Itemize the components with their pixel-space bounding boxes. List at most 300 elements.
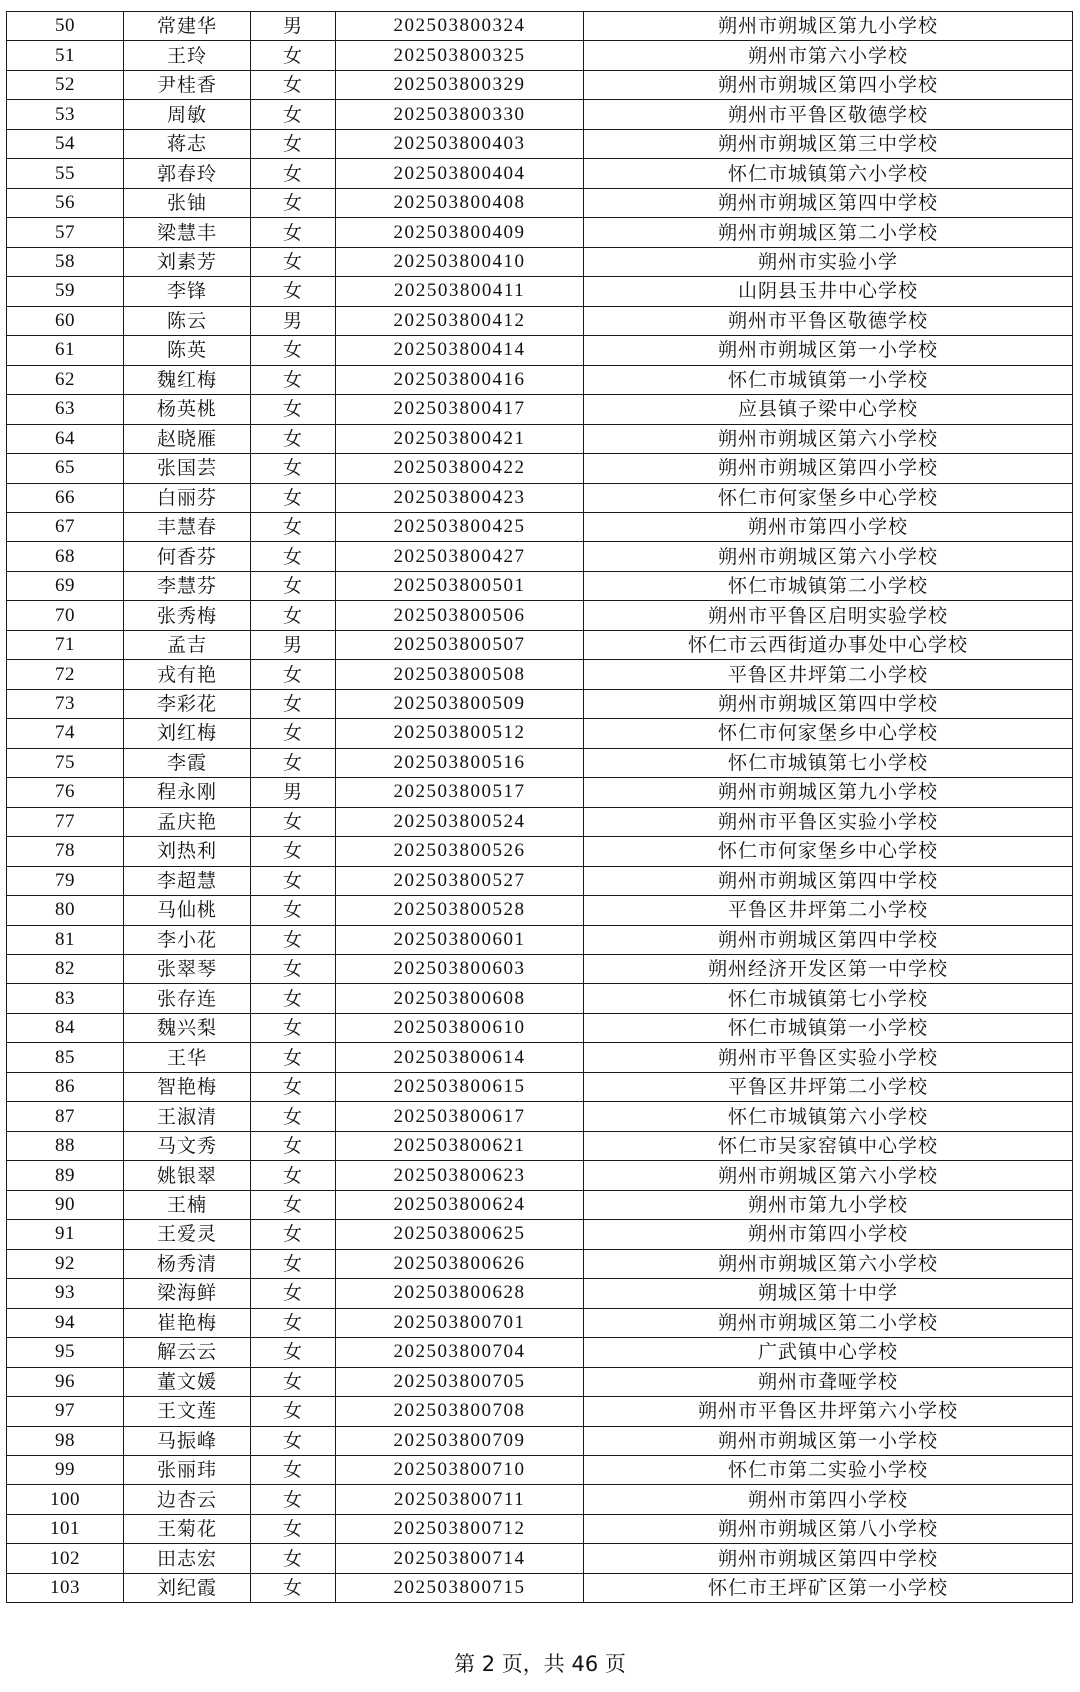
school-cell: 朔州市朔城区第四中学校 bbox=[584, 1544, 1073, 1573]
table-row bbox=[7, 424, 1073, 453]
school-cell: 平鲁区井坪第二小学校 bbox=[584, 660, 1073, 689]
school-cell: 朔州市朔城区第四中学校 bbox=[584, 925, 1073, 954]
row-number-cell: 65 bbox=[7, 454, 124, 483]
table-row bbox=[7, 454, 1073, 483]
school-cell: 朔州市平鲁区实验小学校 bbox=[584, 1043, 1073, 1072]
table-row bbox=[7, 1131, 1073, 1160]
candidate-id-cell: 202503800614 bbox=[336, 1043, 584, 1072]
candidate-id-cell: 202503800425 bbox=[336, 512, 584, 541]
row-number-cell: 71 bbox=[7, 630, 124, 659]
name-cell: 张存连 bbox=[124, 984, 251, 1013]
gender-cell: 女 bbox=[251, 1455, 336, 1484]
row-number-cell: 70 bbox=[7, 601, 124, 630]
table-row bbox=[7, 896, 1073, 925]
row-number-cell: 72 bbox=[7, 660, 124, 689]
name-cell: 丰慧春 bbox=[124, 512, 251, 541]
row-number-cell: 103 bbox=[7, 1573, 124, 1602]
candidate-id-cell: 202503800403 bbox=[336, 129, 584, 158]
school-cell: 朔州市朔城区第四中学校 bbox=[584, 866, 1073, 895]
row-number-cell: 75 bbox=[7, 748, 124, 777]
gender-cell: 女 bbox=[251, 512, 336, 541]
name-cell: 李霞 bbox=[124, 748, 251, 777]
row-number-cell: 57 bbox=[7, 218, 124, 247]
row-number-cell: 81 bbox=[7, 925, 124, 954]
table-row bbox=[7, 1455, 1073, 1484]
name-cell: 尹桂香 bbox=[124, 70, 251, 99]
school-cell: 朔州市朔城区第六小学校 bbox=[584, 542, 1073, 571]
gender-cell: 女 bbox=[251, 807, 336, 836]
candidate-id-cell: 202503800524 bbox=[336, 807, 584, 836]
candidate-id-cell: 202503800516 bbox=[336, 748, 584, 777]
table-row bbox=[7, 336, 1073, 365]
candidate-id-cell: 202503800507 bbox=[336, 630, 584, 659]
gender-cell: 女 bbox=[251, 984, 336, 1013]
school-cell: 朔州市第四小学校 bbox=[584, 1220, 1073, 1249]
gender-cell: 女 bbox=[251, 1161, 336, 1190]
row-number-cell: 96 bbox=[7, 1367, 124, 1396]
school-cell: 朔州经济开发区第一中学校 bbox=[584, 955, 1073, 984]
candidate-id-cell: 202503800509 bbox=[336, 689, 584, 718]
school-cell: 怀仁市何家堡乡中心学校 bbox=[584, 719, 1073, 748]
row-number-cell: 90 bbox=[7, 1190, 124, 1219]
name-cell: 董文媛 bbox=[124, 1367, 251, 1396]
table-row bbox=[7, 719, 1073, 748]
table-row bbox=[7, 277, 1073, 306]
name-cell: 程永刚 bbox=[124, 778, 251, 807]
gender-cell: 女 bbox=[251, 1072, 336, 1101]
row-number-cell: 50 bbox=[7, 12, 124, 41]
school-cell: 广武镇中心学校 bbox=[584, 1338, 1073, 1367]
table-row bbox=[7, 984, 1073, 1013]
row-number-cell: 85 bbox=[7, 1043, 124, 1072]
candidate-id-cell: 202503800528 bbox=[336, 896, 584, 925]
table-row bbox=[7, 100, 1073, 129]
name-cell: 李慧芬 bbox=[124, 571, 251, 600]
row-number-cell: 63 bbox=[7, 395, 124, 424]
name-cell: 张秀梅 bbox=[124, 601, 251, 630]
gender-cell: 男 bbox=[251, 306, 336, 335]
row-number-cell: 73 bbox=[7, 689, 124, 718]
gender-cell: 女 bbox=[251, 1190, 336, 1219]
row-number-cell: 52 bbox=[7, 70, 124, 99]
table-row bbox=[7, 129, 1073, 158]
gender-cell: 女 bbox=[251, 277, 336, 306]
gender-cell: 女 bbox=[251, 689, 336, 718]
table-row bbox=[7, 778, 1073, 807]
gender-cell: 女 bbox=[251, 601, 336, 630]
school-cell: 朔州市第四小学校 bbox=[584, 1485, 1073, 1514]
candidate-id-cell: 202503800501 bbox=[336, 571, 584, 600]
gender-cell: 女 bbox=[251, 188, 336, 217]
table-row bbox=[7, 1426, 1073, 1455]
table-row bbox=[7, 630, 1073, 659]
school-cell: 朔州市朔城区第二小学校 bbox=[584, 218, 1073, 247]
candidate-id-cell: 202503800610 bbox=[336, 1013, 584, 1042]
gender-cell: 女 bbox=[251, 1485, 336, 1514]
row-number-cell: 86 bbox=[7, 1072, 124, 1101]
candidate-id-cell: 202503800517 bbox=[336, 778, 584, 807]
row-number-cell: 67 bbox=[7, 512, 124, 541]
candidate-id-cell: 202503800412 bbox=[336, 306, 584, 335]
name-cell: 刘热利 bbox=[124, 837, 251, 866]
name-cell: 赵晓雁 bbox=[124, 424, 251, 453]
candidate-id-cell: 202503800512 bbox=[336, 719, 584, 748]
candidate-id-cell: 202503800414 bbox=[336, 336, 584, 365]
name-cell: 张翠琴 bbox=[124, 955, 251, 984]
name-cell: 戎有艳 bbox=[124, 660, 251, 689]
gender-cell: 女 bbox=[251, 748, 336, 777]
table-row bbox=[7, 306, 1073, 335]
name-cell: 解云云 bbox=[124, 1338, 251, 1367]
candidate-id-cell: 202503800409 bbox=[336, 218, 584, 247]
candidate-id-cell: 202503800603 bbox=[336, 955, 584, 984]
table-row bbox=[7, 1279, 1073, 1308]
candidate-id-cell: 202503800408 bbox=[336, 188, 584, 217]
table-row bbox=[7, 70, 1073, 99]
table-row bbox=[7, 807, 1073, 836]
gender-cell: 女 bbox=[251, 100, 336, 129]
school-cell: 怀仁市城镇第一小学校 bbox=[584, 1013, 1073, 1042]
name-cell: 李超慧 bbox=[124, 866, 251, 895]
table-row bbox=[7, 601, 1073, 630]
row-number-cell: 74 bbox=[7, 719, 124, 748]
table-row bbox=[7, 1397, 1073, 1426]
name-cell: 马文秀 bbox=[124, 1131, 251, 1160]
name-cell: 崔艳梅 bbox=[124, 1308, 251, 1337]
name-cell: 孟庆艳 bbox=[124, 807, 251, 836]
name-cell: 杨秀清 bbox=[124, 1249, 251, 1278]
row-number-cell: 79 bbox=[7, 866, 124, 895]
name-cell: 王菊花 bbox=[124, 1514, 251, 1543]
school-cell: 怀仁市城镇第二小学校 bbox=[584, 571, 1073, 600]
row-number-cell: 100 bbox=[7, 1485, 124, 1514]
candidate-id-cell: 202503800329 bbox=[336, 70, 584, 99]
name-cell: 王华 bbox=[124, 1043, 251, 1072]
school-cell: 应县镇子梁中心学校 bbox=[584, 395, 1073, 424]
table-row bbox=[7, 218, 1073, 247]
gender-cell: 女 bbox=[251, 365, 336, 394]
school-cell: 怀仁市吴家窑镇中心学校 bbox=[584, 1131, 1073, 1160]
name-cell: 王爱灵 bbox=[124, 1220, 251, 1249]
gender-cell: 女 bbox=[251, 424, 336, 453]
gender-cell: 女 bbox=[251, 454, 336, 483]
school-cell: 山阴县玉井中心学校 bbox=[584, 277, 1073, 306]
school-cell: 朔州市朔城区第九小学校 bbox=[584, 778, 1073, 807]
row-number-cell: 89 bbox=[7, 1161, 124, 1190]
name-cell: 魏兴梨 bbox=[124, 1013, 251, 1042]
gender-cell: 女 bbox=[251, 159, 336, 188]
candidate-id-cell: 202503800404 bbox=[336, 159, 584, 188]
school-cell: 朔州市平鲁区实验小学校 bbox=[584, 807, 1073, 836]
school-cell: 怀仁市城镇第七小学校 bbox=[584, 748, 1073, 777]
name-cell: 王文莲 bbox=[124, 1397, 251, 1426]
row-number-cell: 99 bbox=[7, 1455, 124, 1484]
school-cell: 怀仁市城镇第六小学校 bbox=[584, 1102, 1073, 1131]
gender-cell: 女 bbox=[251, 571, 336, 600]
name-cell: 李锋 bbox=[124, 277, 251, 306]
table-row bbox=[7, 1573, 1073, 1602]
name-cell: 姚银翠 bbox=[124, 1161, 251, 1190]
gender-cell: 女 bbox=[251, 1397, 336, 1426]
school-cell: 朔州市朔城区第四中学校 bbox=[584, 188, 1073, 217]
page-footer: 第 2 页，共 46 页 bbox=[454, 1652, 626, 1676]
table-row bbox=[7, 925, 1073, 954]
school-cell: 朔州市朔城区第九小学校 bbox=[584, 12, 1073, 41]
name-cell: 李小花 bbox=[124, 925, 251, 954]
candidate-id-cell: 202503800704 bbox=[336, 1338, 584, 1367]
gender-cell: 女 bbox=[251, 1308, 336, 1337]
school-cell: 怀仁市城镇第一小学校 bbox=[584, 365, 1073, 394]
candidate-id-cell: 202503800427 bbox=[336, 542, 584, 571]
row-number-cell: 80 bbox=[7, 896, 124, 925]
candidate-id-cell: 202503800417 bbox=[336, 395, 584, 424]
roster-table bbox=[6, 11, 1073, 1603]
row-number-cell: 54 bbox=[7, 129, 124, 158]
school-cell: 怀仁市何家堡乡中心学校 bbox=[584, 483, 1073, 512]
gender-cell: 女 bbox=[251, 1426, 336, 1455]
school-cell: 朔州市朔城区第六小学校 bbox=[584, 1249, 1073, 1278]
row-number-cell: 82 bbox=[7, 955, 124, 984]
name-cell: 智艳梅 bbox=[124, 1072, 251, 1101]
candidate-id-cell: 202503800421 bbox=[336, 424, 584, 453]
school-cell: 怀仁市第二实验小学校 bbox=[584, 1455, 1073, 1484]
gender-cell: 男 bbox=[251, 12, 336, 41]
gender-cell: 女 bbox=[251, 837, 336, 866]
candidate-id-cell: 202503800711 bbox=[336, 1485, 584, 1514]
school-cell: 朔州市朔城区第一小学校 bbox=[584, 336, 1073, 365]
school-cell: 朔州市朔城区第六小学校 bbox=[584, 1161, 1073, 1190]
row-number-cell: 62 bbox=[7, 365, 124, 394]
name-cell: 王楠 bbox=[124, 1190, 251, 1219]
school-cell: 朔州市朔城区第二小学校 bbox=[584, 1308, 1073, 1337]
name-cell: 刘素芳 bbox=[124, 247, 251, 276]
gender-cell: 女 bbox=[251, 1338, 336, 1367]
table-row bbox=[7, 660, 1073, 689]
table-row bbox=[7, 1220, 1073, 1249]
row-number-cell: 98 bbox=[7, 1426, 124, 1455]
name-cell: 白丽芬 bbox=[124, 483, 251, 512]
table-row bbox=[7, 247, 1073, 276]
gender-cell: 女 bbox=[251, 70, 336, 99]
school-cell: 朔州市朔城区第四小学校 bbox=[584, 454, 1073, 483]
candidate-id-cell: 202503800608 bbox=[336, 984, 584, 1013]
school-cell: 朔州市聋哑学校 bbox=[584, 1367, 1073, 1396]
name-cell: 马仙桃 bbox=[124, 896, 251, 925]
row-number-cell: 69 bbox=[7, 571, 124, 600]
row-number-cell: 56 bbox=[7, 188, 124, 217]
school-cell: 朔州市平鲁区井坪第六小学校 bbox=[584, 1397, 1073, 1426]
table-row bbox=[7, 1367, 1073, 1396]
gender-cell: 女 bbox=[251, 1249, 336, 1278]
row-number-cell: 88 bbox=[7, 1131, 124, 1160]
candidate-id-cell: 202503800506 bbox=[336, 601, 584, 630]
candidate-id-cell: 202503800621 bbox=[336, 1131, 584, 1160]
school-cell: 怀仁市城镇第七小学校 bbox=[584, 984, 1073, 1013]
school-cell: 朔城区第十中学 bbox=[584, 1279, 1073, 1308]
row-number-cell: 83 bbox=[7, 984, 124, 1013]
table-row bbox=[7, 159, 1073, 188]
table-row bbox=[7, 955, 1073, 984]
name-cell: 陈英 bbox=[124, 336, 251, 365]
candidate-id-cell: 202503800701 bbox=[336, 1308, 584, 1337]
table-row bbox=[7, 542, 1073, 571]
row-number-cell: 53 bbox=[7, 100, 124, 129]
table-row bbox=[7, 1190, 1073, 1219]
gender-cell: 女 bbox=[251, 866, 336, 895]
candidate-id-cell: 202503800411 bbox=[336, 277, 584, 306]
gender-cell: 女 bbox=[251, 1131, 336, 1160]
row-number-cell: 94 bbox=[7, 1308, 124, 1337]
gender-cell: 女 bbox=[251, 1043, 336, 1072]
table-row bbox=[7, 1308, 1073, 1337]
school-cell: 朔州市第九小学校 bbox=[584, 1190, 1073, 1219]
name-cell: 王淑清 bbox=[124, 1102, 251, 1131]
candidate-id-cell: 202503800625 bbox=[336, 1220, 584, 1249]
candidate-id-cell: 202503800714 bbox=[336, 1544, 584, 1573]
school-cell: 怀仁市城镇第六小学校 bbox=[584, 159, 1073, 188]
school-cell: 朔州市朔城区第四小学校 bbox=[584, 70, 1073, 99]
name-cell: 陈云 bbox=[124, 306, 251, 335]
table-row bbox=[7, 1485, 1073, 1514]
candidate-id-cell: 202503800709 bbox=[336, 1426, 584, 1455]
name-cell: 常建华 bbox=[124, 12, 251, 41]
gender-cell: 女 bbox=[251, 1573, 336, 1602]
name-cell: 李彩花 bbox=[124, 689, 251, 718]
table-row bbox=[7, 1338, 1073, 1367]
candidate-id-cell: 202503800617 bbox=[336, 1102, 584, 1131]
candidate-id-cell: 202503800508 bbox=[336, 660, 584, 689]
name-cell: 何香芬 bbox=[124, 542, 251, 571]
row-number-cell: 59 bbox=[7, 277, 124, 306]
candidate-id-cell: 202503800615 bbox=[336, 1072, 584, 1101]
candidate-id-cell: 202503800628 bbox=[336, 1279, 584, 1308]
school-cell: 平鲁区井坪第二小学校 bbox=[584, 896, 1073, 925]
gender-cell: 女 bbox=[251, 1102, 336, 1131]
gender-cell: 女 bbox=[251, 955, 336, 984]
candidate-id-cell: 202503800423 bbox=[336, 483, 584, 512]
candidate-id-cell: 202503800325 bbox=[336, 41, 584, 70]
row-number-cell: 87 bbox=[7, 1102, 124, 1131]
table-row bbox=[7, 837, 1073, 866]
gender-cell: 女 bbox=[251, 542, 336, 571]
table-row bbox=[7, 12, 1073, 41]
gender-cell: 女 bbox=[251, 247, 336, 276]
school-cell: 朔州市第四小学校 bbox=[584, 512, 1073, 541]
table-row bbox=[7, 1514, 1073, 1543]
candidate-id-cell: 202503800526 bbox=[336, 837, 584, 866]
candidate-id-cell: 202503800601 bbox=[336, 925, 584, 954]
gender-cell: 女 bbox=[251, 41, 336, 70]
name-cell: 张丽玮 bbox=[124, 1455, 251, 1484]
gender-cell: 女 bbox=[251, 218, 336, 247]
name-cell: 魏红梅 bbox=[124, 365, 251, 394]
row-number-cell: 64 bbox=[7, 424, 124, 453]
school-cell: 怀仁市云西街道办事处中心学校 bbox=[584, 630, 1073, 659]
school-cell: 怀仁市何家堡乡中心学校 bbox=[584, 837, 1073, 866]
table-row bbox=[7, 395, 1073, 424]
row-number-cell: 93 bbox=[7, 1279, 124, 1308]
row-number-cell: 95 bbox=[7, 1338, 124, 1367]
table-row bbox=[7, 689, 1073, 718]
school-cell: 朔州市平鲁区敬德学校 bbox=[584, 306, 1073, 335]
table-row bbox=[7, 512, 1073, 541]
name-cell: 王玲 bbox=[124, 41, 251, 70]
school-cell: 怀仁市王坪矿区第一小学校 bbox=[584, 1573, 1073, 1602]
school-cell: 朔州市平鲁区敬德学校 bbox=[584, 100, 1073, 129]
name-cell: 蒋志 bbox=[124, 129, 251, 158]
row-number-cell: 61 bbox=[7, 336, 124, 365]
school-cell: 朔州市第六小学校 bbox=[584, 41, 1073, 70]
candidate-id-cell: 202503800710 bbox=[336, 1455, 584, 1484]
table-row bbox=[7, 41, 1073, 70]
candidate-id-cell: 202503800705 bbox=[336, 1367, 584, 1396]
gender-cell: 女 bbox=[251, 1514, 336, 1543]
name-cell: 马振峰 bbox=[124, 1426, 251, 1455]
row-number-cell: 91 bbox=[7, 1220, 124, 1249]
candidate-id-cell: 202503800416 bbox=[336, 365, 584, 394]
name-cell: 田志宏 bbox=[124, 1544, 251, 1573]
name-cell: 周敏 bbox=[124, 100, 251, 129]
row-number-cell: 84 bbox=[7, 1013, 124, 1042]
candidate-id-cell: 202503800422 bbox=[336, 454, 584, 483]
row-number-cell: 78 bbox=[7, 837, 124, 866]
candidate-id-cell: 202503800324 bbox=[336, 12, 584, 41]
candidate-id-cell: 202503800715 bbox=[336, 1573, 584, 1602]
name-cell: 张铀 bbox=[124, 188, 251, 217]
school-cell: 平鲁区井坪第二小学校 bbox=[584, 1072, 1073, 1101]
gender-cell: 女 bbox=[251, 395, 336, 424]
row-number-cell: 97 bbox=[7, 1397, 124, 1426]
table-row bbox=[7, 1249, 1073, 1278]
candidate-id-cell: 202503800624 bbox=[336, 1190, 584, 1219]
table-row bbox=[7, 748, 1073, 777]
row-number-cell: 60 bbox=[7, 306, 124, 335]
candidate-id-cell: 202503800410 bbox=[336, 247, 584, 276]
table-row bbox=[7, 483, 1073, 512]
row-number-cell: 55 bbox=[7, 159, 124, 188]
table-row bbox=[7, 1544, 1073, 1573]
name-cell: 郭春玲 bbox=[124, 159, 251, 188]
row-number-cell: 102 bbox=[7, 1544, 124, 1573]
table-row bbox=[7, 1102, 1073, 1131]
row-number-cell: 77 bbox=[7, 807, 124, 836]
row-number-cell: 76 bbox=[7, 778, 124, 807]
school-cell: 朔州市朔城区第六小学校 bbox=[584, 424, 1073, 453]
candidate-id-cell: 202503800527 bbox=[336, 866, 584, 895]
gender-cell: 女 bbox=[251, 1220, 336, 1249]
name-cell: 刘红梅 bbox=[124, 719, 251, 748]
row-number-cell: 92 bbox=[7, 1249, 124, 1278]
gender-cell: 女 bbox=[251, 1279, 336, 1308]
school-cell: 朔州市朔城区第八小学校 bbox=[584, 1514, 1073, 1543]
gender-cell: 女 bbox=[251, 660, 336, 689]
gender-cell: 女 bbox=[251, 336, 336, 365]
name-cell: 杨英桃 bbox=[124, 395, 251, 424]
table-row bbox=[7, 1161, 1073, 1190]
row-number-cell: 68 bbox=[7, 542, 124, 571]
name-cell: 梁海鲜 bbox=[124, 1279, 251, 1308]
gender-cell: 女 bbox=[251, 1544, 336, 1573]
name-cell: 孟吉 bbox=[124, 630, 251, 659]
table-row bbox=[7, 866, 1073, 895]
school-cell: 朔州市朔城区第三中学校 bbox=[584, 129, 1073, 158]
row-number-cell: 51 bbox=[7, 41, 124, 70]
candidate-id-cell: 202503800626 bbox=[336, 1249, 584, 1278]
table-row bbox=[7, 188, 1073, 217]
gender-cell: 女 bbox=[251, 925, 336, 954]
table-row bbox=[7, 1013, 1073, 1042]
name-cell: 刘纪霞 bbox=[124, 1573, 251, 1602]
